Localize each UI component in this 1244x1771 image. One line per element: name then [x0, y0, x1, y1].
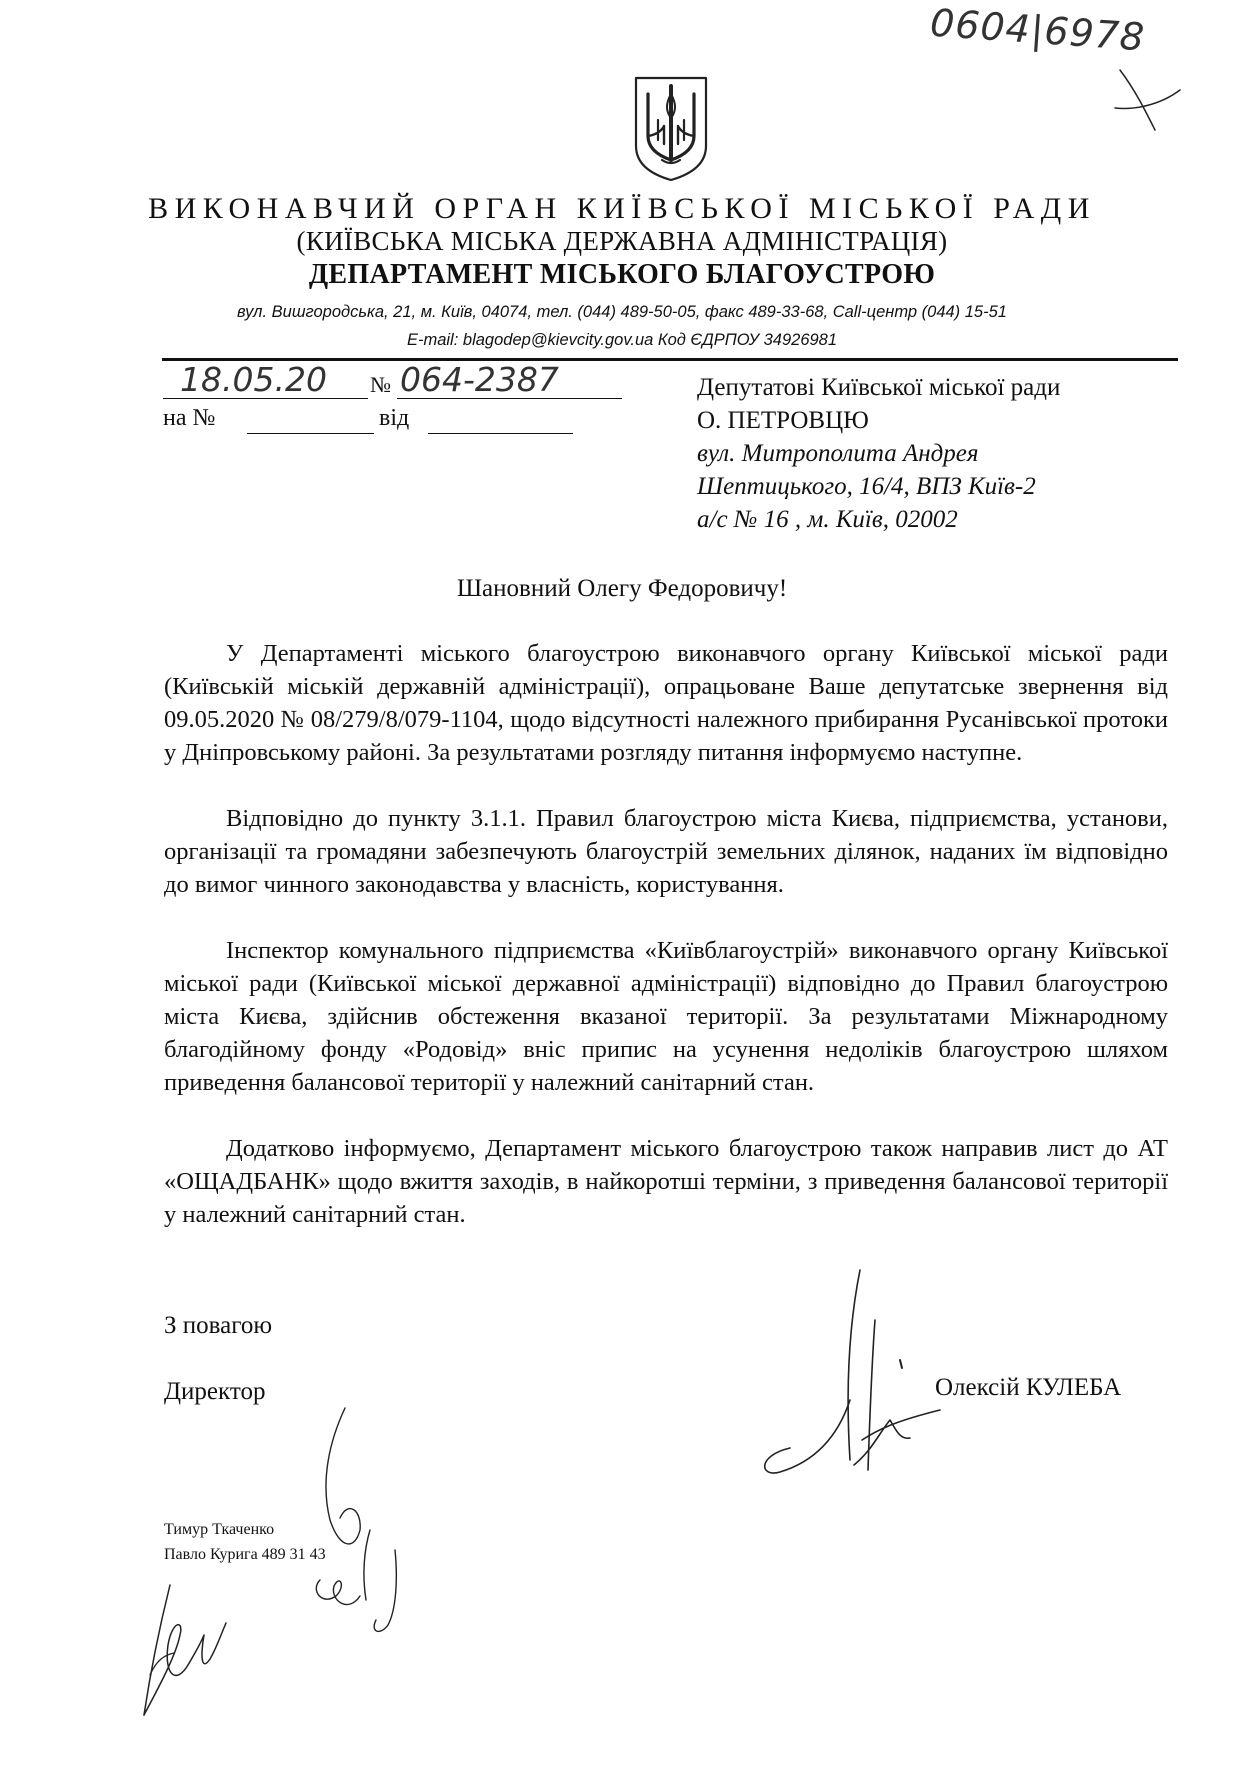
- coat-of-arms-icon: [632, 74, 710, 184]
- incoming-stamp-number: 0604|6978: [928, 0, 1147, 60]
- body-paragraph-4: Додатково інформуємо, Департамент міського благоустрою також направив лист до АТ «ОЩАДБАНК» щодо вжиття заходів, в найкоротші терміни, з приведення балансової території у належний санітарний стан.: [164, 1135, 1168, 1228]
- outgoing-number: 064-2387: [400, 360, 559, 399]
- org-name-line2: (КИЇВСЬКА МІСЬКА ДЕРЖАВНА АДМІНІСТРАЦІЯ): [296, 226, 948, 256]
- reference-number-label: на №: [163, 405, 216, 431]
- addressee-name: О. ПЕТРОВЦЮ: [697, 407, 869, 434]
- signatory-title: Директор: [164, 1378, 266, 1405]
- reference-number-underline: [247, 433, 374, 434]
- addressee-postbox: а/с № 16 , м. Київ, 02002: [697, 506, 958, 533]
- outgoing-date: 18.05.20: [180, 360, 327, 399]
- approval-initials: [300, 1400, 430, 1640]
- reference-date-underline: [428, 433, 573, 434]
- date-underline: [163, 398, 368, 399]
- salutation: Шановний Олегу Федоровичу!: [456, 575, 788, 602]
- executor-signature: [130, 1575, 250, 1725]
- body-paragraph-3: Інспектор комунального підприємства «Київблагоустрій» виконавчого органу Київської міської ради (Київської міської державної адміністрації) відповідно до Правил благоустрою міста Києва, здійснив обстеження вказаної території. За результатами Міжнародному благодійному фонду «Родовід» вніс припис на усунення недоліків благоустрою шляхом приведення балансової території у належний санітарний стан.: [164, 937, 1168, 1096]
- body-paragraph-1: У Департаменті міського благоустрою виконавчого органу Київської міської ради (Київській міській державній адміністрації), опрацьоване Ваше депутатське звернення від 09.05.2020 № 08/279/8/079-1104, щодо відсутності належного прибирання Русанівської протоки у Дніпровському районі. За результатами розгляду питання інформуємо наступне.: [164, 640, 1168, 766]
- executor-line1: Тимур Ткаченко: [164, 1521, 275, 1538]
- signatory-name: Олексій КУЛЕБА: [935, 1374, 1122, 1401]
- department-contacts: E-mail: blagodep@kievcity.gov.ua Код ЄДРПОУ 34926981: [406, 331, 838, 349]
- number-underline: [397, 398, 622, 399]
- addressee-building: Шептицького, 16/4, ВПЗ Київ-2: [697, 473, 1036, 500]
- body-paragraph-2: Відповідно до пункту 3.1.1. Правил благоустрою міста Києва, підприємства, установи, організації та громадяни забезпечують благоустрій земельних ділянок, наданих їм відповідно до вимог чинного законодавства у власність, користування.: [164, 805, 1168, 898]
- executor-line2: Павло Курига 489 31 43: [164, 1546, 326, 1563]
- number-sign: №: [370, 372, 391, 397]
- addressee-line1: Депутатові Київської міської ради: [697, 374, 1061, 401]
- reference-date-label: від: [379, 405, 410, 431]
- department-address: вул. Вишгородська, 21, м. Київ, 04074, тел. (044) 489-50-05, факс 489-33-68, Call-центр (044) 15-51: [237, 303, 1007, 321]
- director-signature: [750, 1260, 950, 1500]
- org-name-line1: ВИКОНАВЧИЙ ОРГАН КИЇВСЬКОЇ МІСЬКОЇ РАДИ: [148, 192, 1096, 225]
- handwritten-cross-mark: [1100, 60, 1190, 140]
- addressee-street: вул. Митрополита Андрея: [697, 440, 979, 467]
- department-name: ДЕПАРТАМЕНТ МІСЬКОГО БЛАГОУСТРОЮ: [308, 259, 936, 290]
- closing-phrase: З повагою: [164, 1312, 273, 1339]
